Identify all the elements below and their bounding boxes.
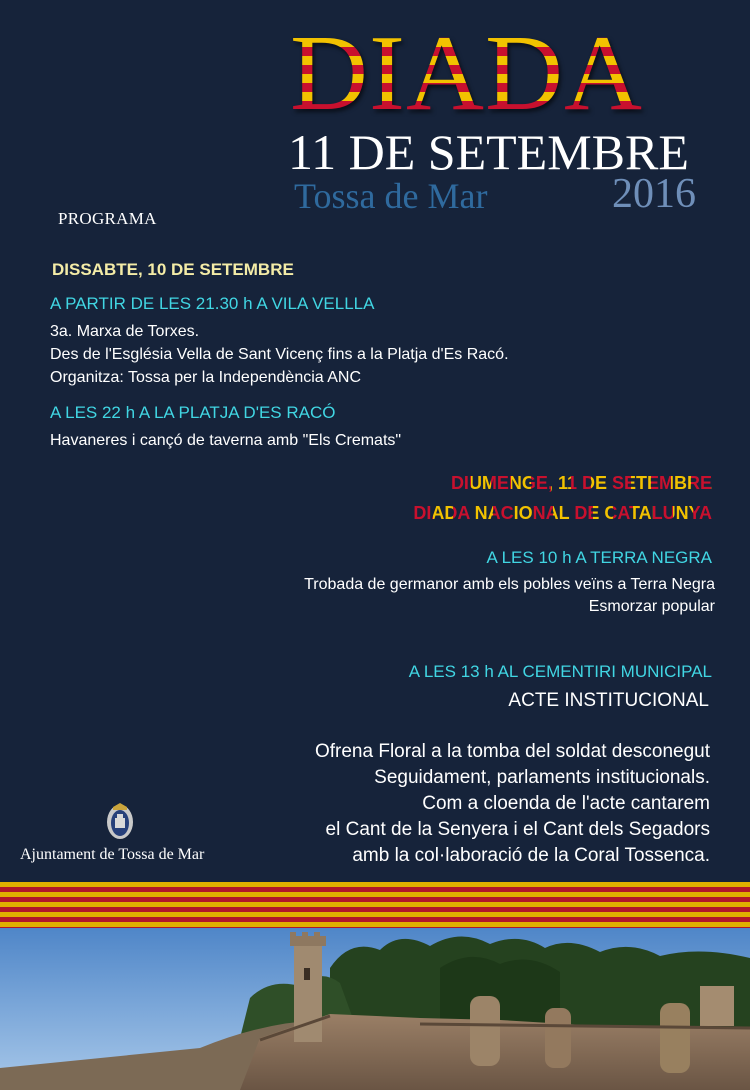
day1-event2-time-place: A LES 22 h A LA PLATJA D'ES RACÓ	[50, 403, 336, 422]
day2-event2-time-place: A LES 13 h AL CEMENTIRI MUNICIPAL	[408, 662, 712, 681]
day1-heading: DISSABTE, 10 DE SETEMBRE	[52, 260, 294, 279]
town-name: Tossa de Mar	[294, 176, 488, 216]
day2-event1-line-2: Esmorzar popular	[588, 598, 715, 615]
day2-event2-line-1: Ofrena Floral a la tomba del soldat desconegut	[314, 741, 710, 762]
day2-event2-line-3: Com a cloenda de l'acte cantarem	[422, 793, 710, 814]
day1-event1-line-1: 3a. Marxa de Torxes.	[50, 323, 200, 340]
year: 2016	[612, 171, 696, 217]
day2-heading: DIUMENGE, 11 DE SETEMBRE	[450, 473, 712, 493]
day2-subheading: DIADA NACIONAL DE CATALUNYA	[413, 503, 712, 523]
organizer-name: Ajuntament de Tossa de Mar	[20, 846, 205, 863]
senyera-band	[0, 882, 750, 928]
day1-event2-line-1: Havaneres i cançó de taverna amb "Els Cremats"	[50, 432, 402, 449]
day1-event1-line-3: Organitza: Tossa per la Independència ANC	[50, 369, 362, 386]
coat-of-arms-icon	[95, 802, 145, 844]
day2-event2-line-4: el Cant de la Senyera i el Cant dels Segadors	[325, 819, 710, 840]
day2-event2-line-5: amb la col·laboració de la Coral Tossenca.	[352, 845, 710, 866]
day2-event2-line-2: Seguidament, parlaments institucionals.	[374, 767, 710, 788]
day1-event1-time-place: A PARTIR DE LES 21.30 h A VILA VELLLA	[50, 294, 375, 313]
date-title: 11 DE SETEMBRE	[288, 124, 689, 180]
vila-vella-photo	[0, 928, 750, 1090]
programa-label: PROGRAMA	[58, 209, 157, 228]
day2-event1-line-1: Trobada de germanor amb els pobles veïns a Terra Negra	[304, 576, 715, 593]
day2-event1-time-place: A LES 10 h A TERRA NEGRA	[486, 548, 712, 567]
acte-institucional: ACTE INSTITUCIONAL	[508, 690, 709, 711]
diada-title: DIADA	[290, 20, 730, 128]
day1-event1-line-2: Des de l'Església Vella de Sant Vicenç fins a la Platja d'Es Racó.	[50, 346, 509, 363]
